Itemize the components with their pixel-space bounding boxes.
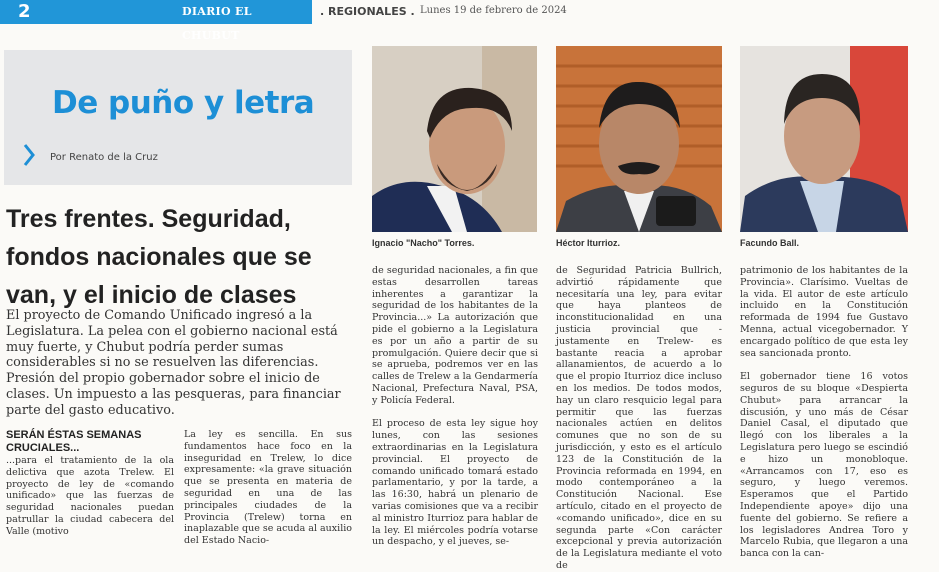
body-column-4: de Seguridad Patricia Bullrich, advirtió rápidamente que necesitaría una ley, para evitar que haya planteos de inconstitucionalidad en una justicia provincial que -justamente en Trelew- es bastante reacia a aprobar allanamientos, de acuerdo a lo que el propio Iturrioz dice incluso en los medios. De todos modos, hay un claro resquicio legal para permitir que las fuerzas nacionales actúen en delitos comunes que no son de su jurisdicción, y esto es el artículo 123 de la Constitución de la Provincia reformada en 1994, en modo contemporáneo a la Constitución Nacional. Ese artículo, citado en el proyecto de «comando unificado», dice en su segunda parte «Con carácter excepcional y previa autorización de la Legislatura mediante el voto de: [556, 265, 722, 571]
article-subhead: SERÁN ÉSTAS SEMANAS CRUCIALES...: [6, 429, 142, 454]
article-headline: Tres frentes. Seguridad, fondos nacionales que se van, y el inicio de clases: [6, 205, 312, 309]
photo-caption-iturrioz: Héctor Iturrioz.: [556, 238, 621, 248]
page-number: 2: [18, 1, 31, 22]
photo-iturrioz: [556, 46, 722, 232]
column-title: De puño y letra: [52, 85, 315, 121]
column-byline: Por Renato de la Cruz: [50, 152, 158, 163]
body-column-3: de seguridad nacionales, a fin que estas desarrollen tareas inherentes a garantizar la seguridad de los habitantes de la Provincia...» La autorización que pide el gobierno a la Legislatura es por un año a partir de su promulgación. Quiere decir que si se aprueba, podremos ver en las calles de Trelew a la Gendarmería Nacional, Prefectura Naval, PSA, y Policía Federal. El proceso de esta ley sigue hoy lunes, con las sesiones extraordinarias en la Legislatura provincial. El proyecto de comando unificado tomará estado parlamentario, y por la tarde, a las 16:30, habrá un plenario de varias comisiones que va a recibir al ministro Iturrioz para hablar de la ley. El miércoles podría votarse un despacho, y el jueves, se-: [372, 265, 538, 548]
photo-caption-torres: Ignacio "Nacho" Torres.: [372, 238, 475, 248]
body-column-2: La ley es sencilla. En sus fundamentos hace foco en la inseguridad en Trelew, lo dice expresamente: «la grave situación que se presenta en materia de seguridad en una de las principales ciudades de la Provincia (Trelew) torna en inaplazable que se acuda al auxilio del Estado Nacio-: [184, 429, 352, 547]
newspaper-name: DIARIO EL CHUBUT: [182, 5, 252, 42]
body-column-1: ...para el tratamiento de la ola delictiva que azota Trelew. El proyecto de ley de «comando unificado» que las fuerzas de seguridad nacionales puedan patrullar la ciudad cabecera del Valle (motivo: [6, 455, 174, 537]
photo-caption-ball: Facundo Ball.: [740, 238, 800, 248]
body-column-5: patrimonio de los habitantes de la Provincia». Clarísimo. Vueltas de la vida. El autor de este artículo incluido en la Constitución reformada de 1994 fue Gustavo Menna, actual vicegobernador. Y encargado político de que esta ley sea sancionada pronto. El gobernador tiene 16 votos seguros de su bloque «Despierta Chubut» para arrancar la discusión, y uno más de César Daniel Casal, el diputado que llegó con los liberales a la Legislatura pero luego se escindió e hizo un monobloque. «Arrancamos con 17, eso es seguro, y luego veremos. Esperamos que el Partido Independiente apoye» dijo una fuente del gobierno. Se refiere a los legisladores Andrea Toro y Marcelo Rubia, que llegaron a una banca con la can-: [740, 265, 908, 560]
chevron-right-icon: [22, 142, 36, 168]
issue-date: Lunes 19 de febrero de 2024: [420, 5, 567, 16]
photo-ball: [740, 46, 908, 232]
header-bar: [0, 0, 312, 42]
photo-torres: [372, 46, 537, 232]
section-label: . REGIONALES .: [320, 5, 415, 18]
article-lead: El proyecto de Comando Unificado ingresó a la Legislatura. La pelea con el gobierno nacional está muy fuerte, y Chubut podría perder sumas considerables si no se resuelven las diferencias. Presión del propio gobernador sobre el inicio de clases. Un impuesto a las pesqueras, para financiar parte del gasto educativo.: [6, 308, 341, 418]
